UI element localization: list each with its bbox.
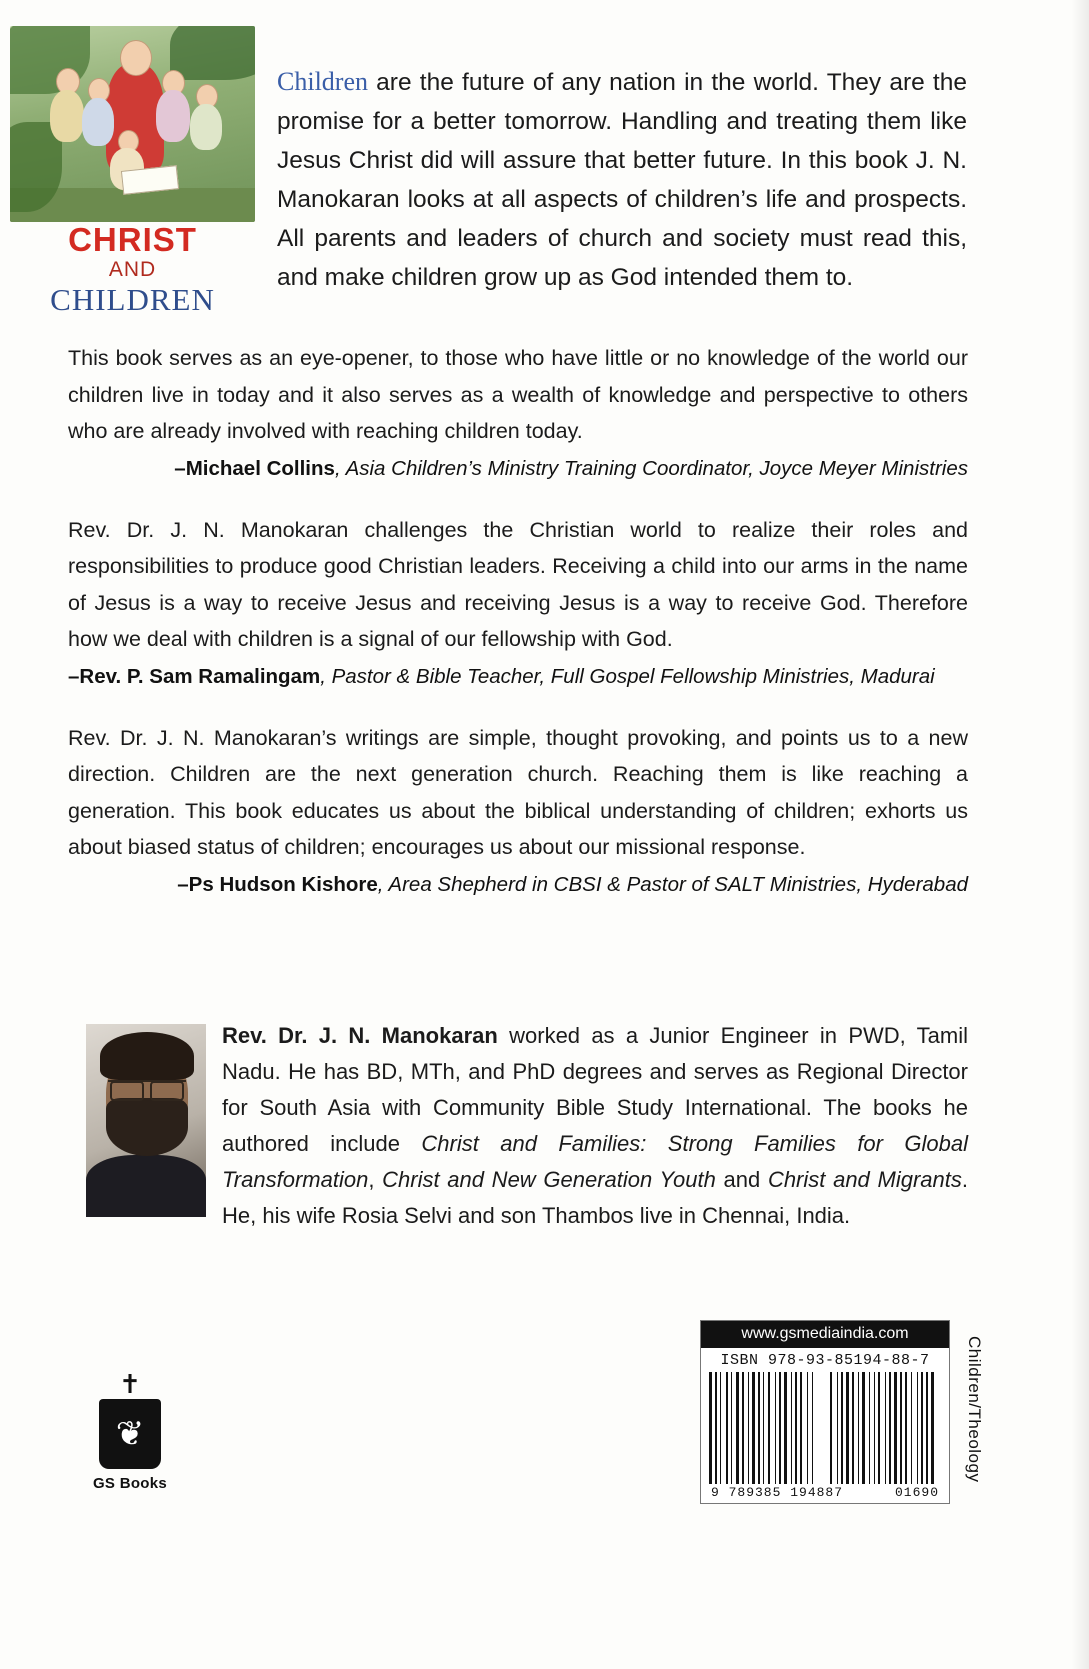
author-book-title-3: Christ and Migrants	[767, 1167, 962, 1192]
endorsements-section	[68, 340, 968, 928]
author-bio-sep2: and	[715, 1167, 768, 1192]
endorsement-3	[68, 720, 968, 902]
endorsement-author: –Michael Collins	[174, 456, 335, 480]
endorsement-1	[68, 340, 968, 486]
author-name: Rev. Dr. J. N. Manokaran	[222, 1023, 498, 1048]
endorsement-text: Rev. Dr. J. N. Manokaran’s writings are simple, thought provoking, and points us to a new direction. Children are the next generation church. Reaching them is like reaching a generation. This book educates us about the biblical understanding of children; exhorts us about biased status of children; encourages us about our missional response.	[68, 725, 968, 859]
endorsement-author-role: , Area Shepherd in CBSI & Pastor of SALT Ministries, Hyderabad	[377, 872, 968, 896]
author-bio-part1: worked as a Junior Engineer in PWD, Tamil Nadu. He has BD, MTh, and PhD degrees and serves as Regional Director for South Asia with Community Bible Study International. The books he authored include	[222, 1023, 968, 1156]
endorsement-author: –Ps Hudson Kishore	[177, 872, 378, 896]
barcode-digits-left: 9 789385 194887	[711, 1485, 844, 1500]
cover-illustration-icon	[10, 26, 255, 222]
endorsement-author-role: , Asia Children’s Ministry Training Coordinator, Joyce Meyer Ministries	[334, 456, 968, 480]
barcode-bars-icon	[709, 1372, 941, 1484]
author-photo	[86, 1024, 206, 1217]
barcode-block	[700, 1320, 950, 1504]
author-bio-sep1: ,	[368, 1167, 383, 1192]
endorsement-attribution	[68, 660, 968, 694]
author-book-title-2: Christ and New Generation Youth	[382, 1167, 716, 1192]
endorsement-author: –Rev. P. Sam Ramalingam	[68, 664, 321, 688]
endorsement-text: Rev. Dr. J. N. Manokaran challenges the Christian world to realize their roles and responsibilities to produce good Christian leaders. Receiving a child into our arms in the name of Jesus is a way to receive Jesus and receiving Jesus is a way to receive God. Therefore how we deal with children is a signal of our fellowship with God.	[68, 517, 968, 651]
endorsement-attribution	[68, 868, 968, 902]
endorsement-attribution	[68, 452, 968, 486]
barcode-digits-right: 01690	[894, 1485, 939, 1500]
author-book-title-1: Christ and Families: Strong Families for Global Transformation	[222, 1131, 968, 1192]
publisher-website: www.gsmediaindia.com	[701, 1321, 949, 1348]
cover-title-children: CHILDREN	[50, 282, 215, 317]
publisher-name: GS Books	[92, 1475, 168, 1492]
dove-icon: ❦	[115, 1415, 145, 1453]
intro-lead-word: Children	[277, 67, 368, 96]
endorsement-2	[68, 512, 968, 694]
cover-title-and: AND	[108, 258, 157, 281]
cross-icon: ✝	[119, 1369, 141, 1399]
intro-body: are the future of any nation in the world. They are the promise for a better tomorrow. Handling and treating them like Jesus Christ did will assure that better future. In this book J. N. Manokaran looks at all aspects of children’s life and prospects. All parents and leaders of church and society must read this, and make children grow up as God intended them to.	[277, 69, 967, 291]
isbn-text: ISBN 978-93-85194-88-7	[720, 1352, 930, 1369]
spine-category-label: Children/Theology	[965, 1336, 984, 1483]
endorsement-author-role: , Pastor & Bible Teacher, Full Gospel Fellowship Ministries, Madurai	[320, 664, 935, 688]
cover-title	[10, 222, 255, 318]
endorsement-text: This book serves as an eye-opener, to those who have little or no knowledge of the world our children live in today and it also serves as a wealth of knowledge and perspective to others who are already involved with reaching children today.	[68, 346, 968, 443]
intro-paragraph	[277, 62, 967, 297]
cover-thumbnail	[10, 26, 255, 326]
barcode-digits	[701, 1484, 949, 1503]
author-bio-section	[68, 1018, 968, 1234]
cover-title-christ: CHRIST	[68, 221, 197, 258]
top-block	[0, 26, 1089, 326]
author-bio-part2: . He, his wife Rosia Selvi and son Thambos live in Chennai, India.	[222, 1167, 968, 1228]
publisher-mark-icon	[99, 1399, 161, 1469]
publisher-logo	[70, 1371, 190, 1492]
